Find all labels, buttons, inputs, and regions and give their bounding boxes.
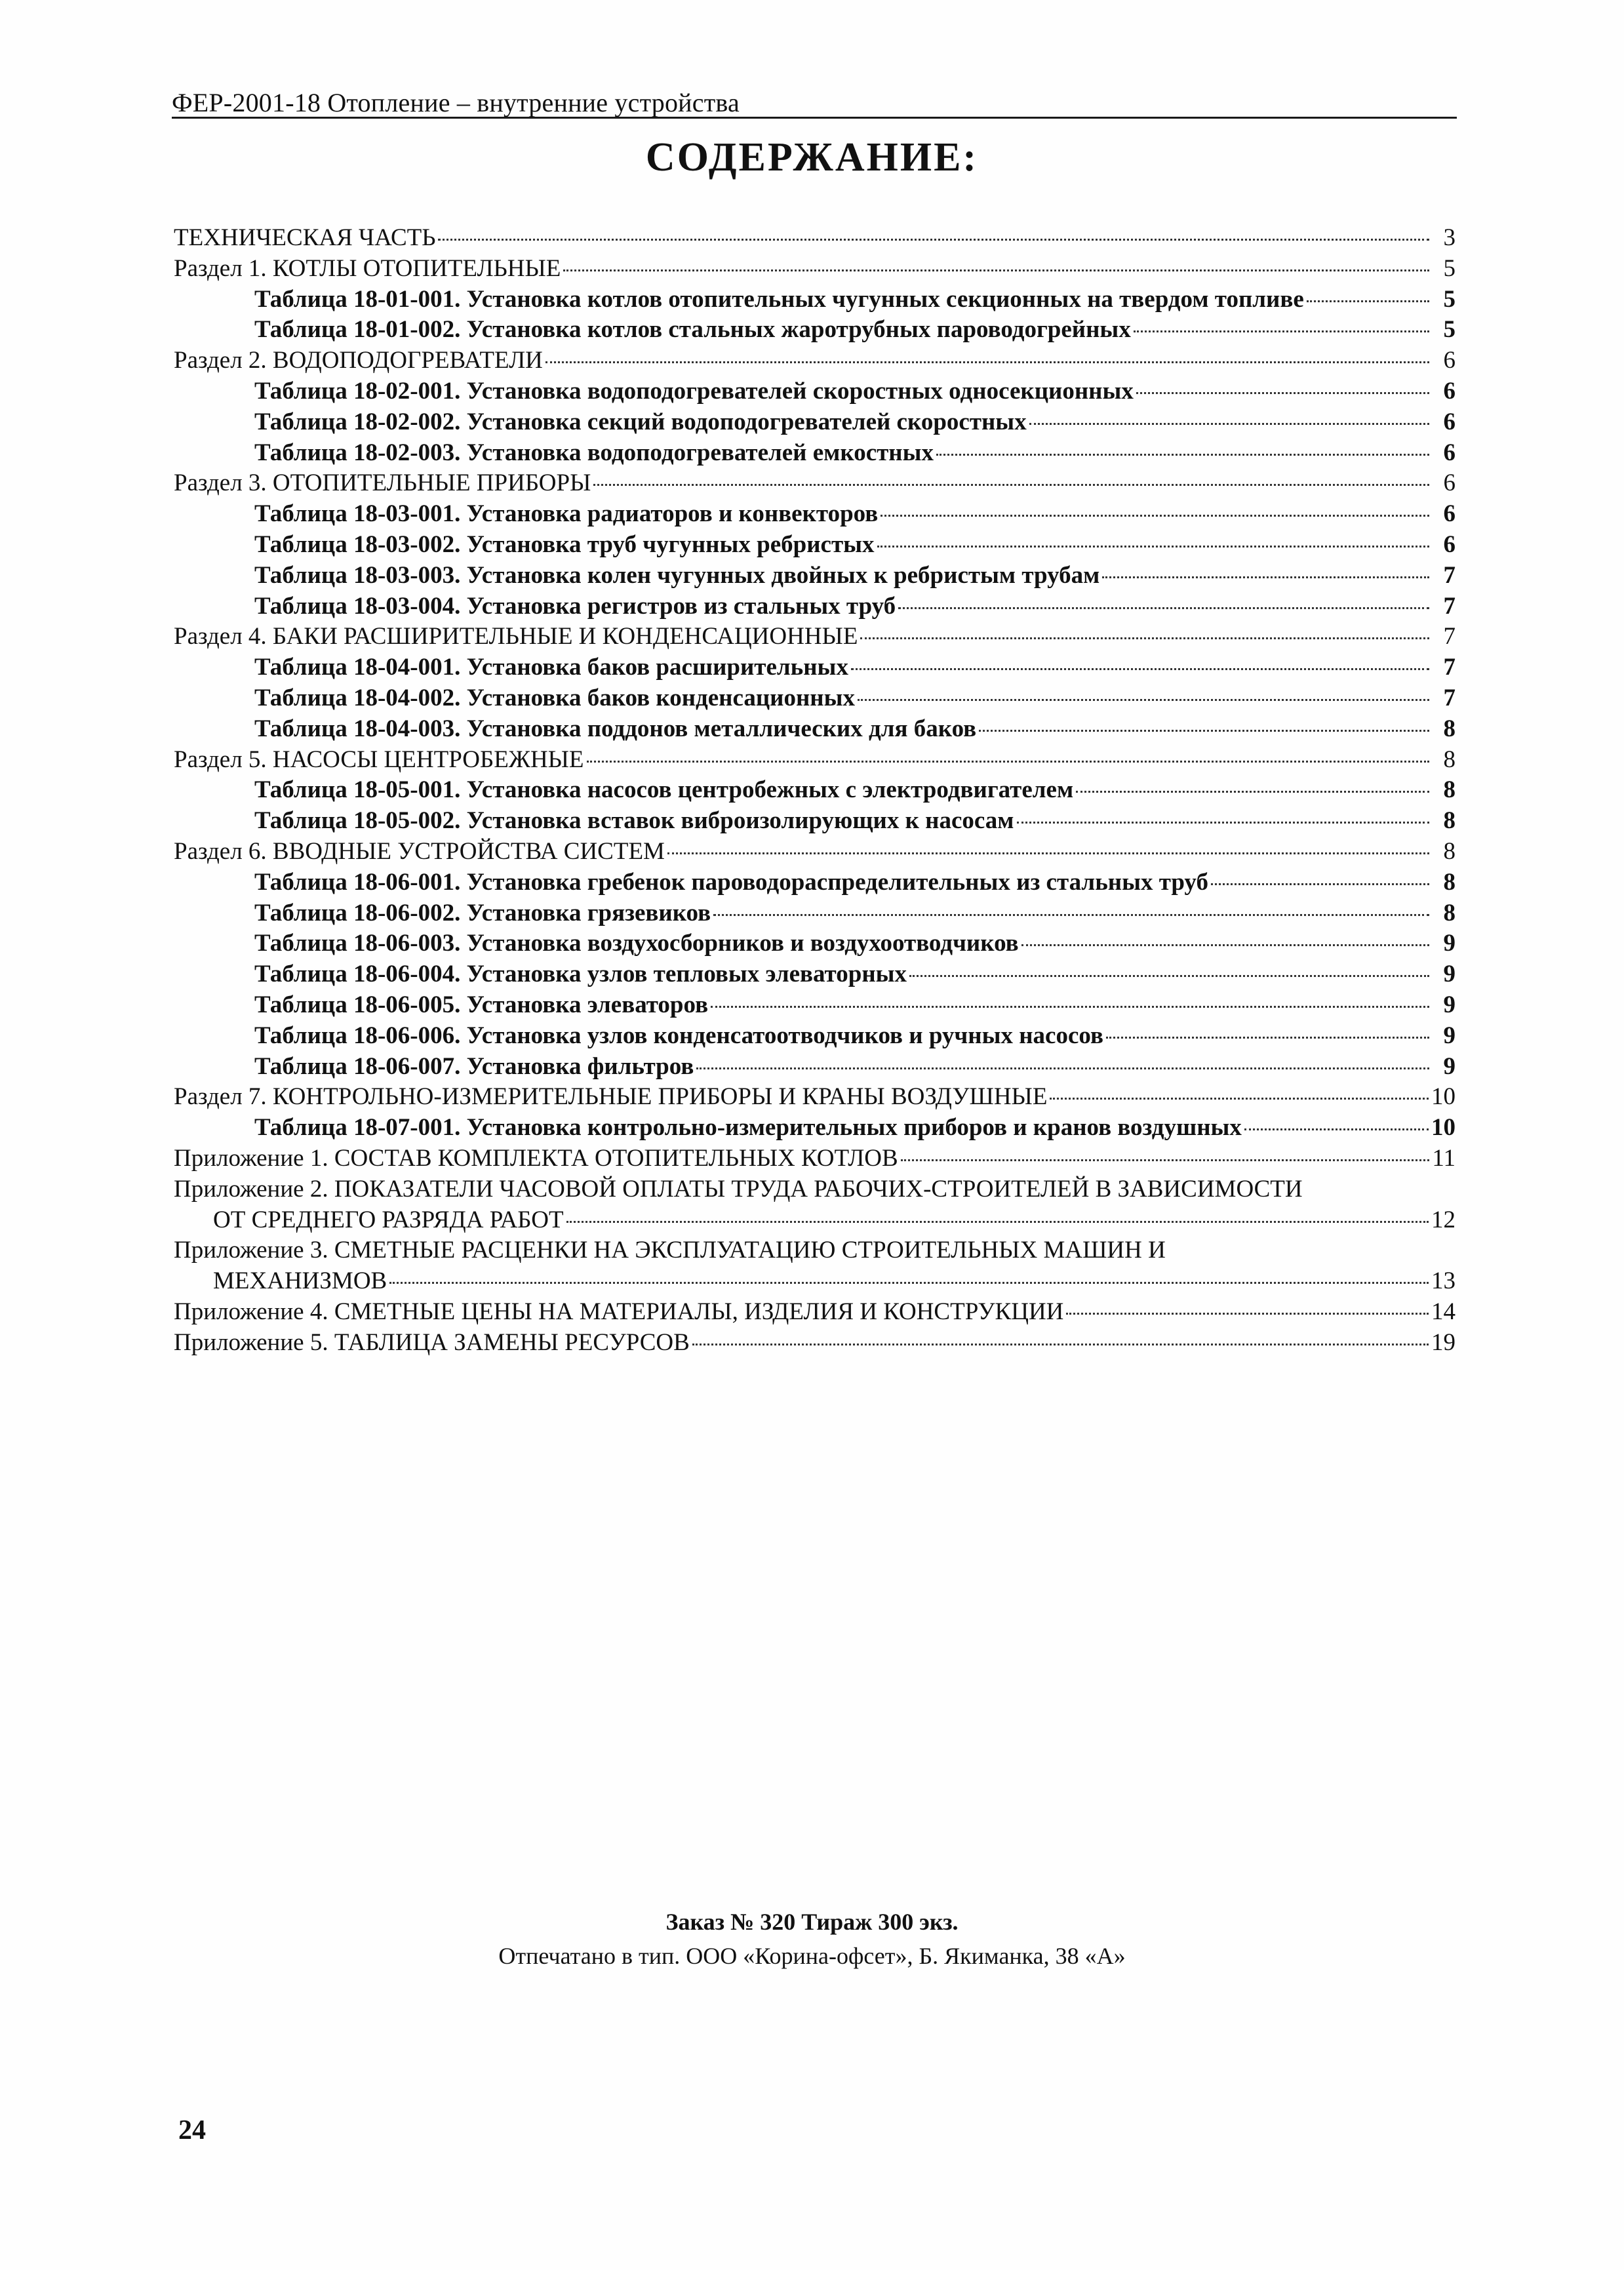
toc-label-continued: МЕХАНИЗМОВ	[213, 1267, 387, 1295]
toc-entry[interactable]	[174, 499, 1456, 530]
toc-label: Приложение 5. ТАБЛИЦА ЗАМЕНЫ РЕСУРСОВ	[174, 1328, 690, 1356]
dot-leader	[711, 1006, 1429, 1008]
toc-page: 8	[1443, 837, 1456, 865]
toc-label: Таблица 18-04-003. Установка поддонов металлических для баков	[254, 715, 977, 742]
toc-page: 9	[1443, 991, 1456, 1018]
dot-leader	[1136, 392, 1429, 394]
dot-leader	[979, 730, 1429, 732]
toc-page: 13	[1431, 1267, 1456, 1295]
toc-label: Таблица 18-03-001. Установка радиаторов и конвекторов	[254, 500, 879, 528]
toc-page: 9	[1443, 1022, 1456, 1049]
toc-page: 6	[1443, 439, 1456, 466]
toc-page: 5	[1443, 316, 1456, 344]
dot-leader	[389, 1282, 1429, 1284]
toc-page: 8	[1443, 868, 1456, 896]
table-of-contents	[174, 223, 1456, 1358]
dot-leader	[563, 269, 1429, 271]
toc-label: Таблица 18-02-001. Установка водоподогревателей скоростных односекционных	[254, 377, 1134, 405]
toc-page: 9	[1443, 1052, 1456, 1080]
toc-page: 8	[1443, 807, 1456, 835]
toc-label: Таблица 18-06-001. Установка гребенок пароводораспределительных из стальных труб	[254, 868, 1208, 896]
toc-entry[interactable]	[174, 315, 1456, 346]
toc-page: 7	[1443, 654, 1456, 681]
dot-leader	[1029, 423, 1429, 425]
toc-page: 19	[1431, 1328, 1456, 1356]
dot-leader	[692, 1344, 1429, 1345]
toc-entry[interactable]	[174, 990, 1456, 1021]
toc-entry[interactable]	[174, 928, 1456, 959]
dot-leader	[858, 699, 1429, 701]
toc-label: Раздел 6. ВВОДНЫЕ УСТРОЙСТВА СИСТЕМ	[174, 837, 665, 865]
toc-label: Таблица 18-05-001. Установка насосов центробежных с электродвигателем	[254, 776, 1074, 804]
toc-label: Таблица 18-07-001. Установка контрольно-измерительных приборов и кранов воздушных	[254, 1114, 1242, 1142]
toc-page: 6	[1443, 408, 1456, 435]
toc-label: Раздел 1. КОТЛЫ ОТОПИТЕЛЬНЫЕ	[174, 254, 561, 282]
toc-label: Приложение 4. СМЕТНЫЕ ЦЕНЫ НА МАТЕРИАЛЫ, ИЗДЕЛИЯ И КОНСТРУКЦИИ	[174, 1298, 1064, 1325]
toc-label: Таблица 18-04-002. Установка баков конденсационных	[254, 684, 856, 711]
dot-leader	[1211, 883, 1429, 885]
toc-entry[interactable]	[174, 561, 1456, 591]
toc-label: Таблица 18-05-002. Установка вставок виброизолирующих к насосам	[254, 807, 1014, 835]
toc-entry[interactable]	[174, 652, 1456, 683]
toc-page: 6	[1443, 530, 1456, 558]
toc-page: 8	[1443, 715, 1456, 742]
toc-label: Таблица 18-02-002. Установка секций водоподогревателей скоростных	[254, 408, 1027, 435]
dot-leader	[667, 852, 1429, 854]
toc-entry[interactable]	[174, 376, 1456, 407]
toc-page: 7	[1443, 684, 1456, 711]
toc-entry[interactable]	[174, 867, 1456, 898]
toc-page: 12	[1431, 1206, 1456, 1233]
toc-entry[interactable]	[174, 407, 1456, 438]
dot-leader	[1244, 1128, 1429, 1130]
toc-page: 8	[1443, 776, 1456, 804]
toc-page: 6	[1443, 377, 1456, 405]
toc-label: Приложение 3. СМЕТНЫЕ РАСЦЕНКИ НА ЭКСПЛУАТАЦИЮ СТРОИТЕЛЬНЫХ МАШИН И	[174, 1237, 1166, 1264]
toc-entry[interactable]	[174, 1328, 1456, 1359]
dot-leader	[1106, 1037, 1429, 1039]
toc-label: Таблица 18-06-004. Установка узлов тепловых элеваторных	[254, 961, 907, 988]
toc-page: 5	[1443, 254, 1456, 282]
toc-label: Таблица 18-06-007. Установка фильтров	[254, 1052, 694, 1080]
toc-entry[interactable]	[174, 1082, 1456, 1113]
toc-label: Таблица 18-06-002. Установка грязевиков	[254, 899, 711, 926]
dot-leader	[545, 361, 1429, 363]
toc-label: Таблица 18-02-003. Установка водоподогревателей емкостных	[254, 439, 934, 466]
toc-entry[interactable]	[174, 438, 1456, 469]
running-header	[172, 84, 1457, 119]
dot-leader	[936, 454, 1429, 456]
toc-page: 3	[1443, 224, 1456, 251]
toc-label: Таблица 18-01-001. Установка котлов отопительных чугунных секционных на твердом топливе	[254, 285, 1304, 313]
toc-entry[interactable]	[174, 959, 1456, 990]
toc-page: 10	[1431, 1083, 1456, 1111]
dot-leader	[898, 607, 1429, 609]
toc-label: Приложение 2. ПОКАЗАТЕЛИ ЧАСОВОЙ ОПЛАТЫ ТРУДА РАБОЧИХ-СТРОИТЕЛЕЙ В ЗАВИСИМОСТИ	[174, 1175, 1303, 1203]
toc-page: 6	[1443, 347, 1456, 374]
toc-page: 9	[1443, 930, 1456, 957]
toc-entry[interactable]	[174, 591, 1456, 622]
toc-page: 8	[1443, 899, 1456, 926]
dot-leader	[881, 515, 1429, 517]
dot-leader	[566, 1221, 1429, 1223]
dot-leader	[909, 975, 1429, 977]
toc-label: Таблица 18-04-001. Установка баков расширительных	[254, 654, 848, 681]
dot-leader	[593, 484, 1429, 486]
toc-entry[interactable]	[174, 775, 1456, 806]
toc-page: 11	[1432, 1144, 1456, 1172]
toc-entry[interactable]	[174, 1021, 1456, 1052]
toc-label: Таблица 18-03-002. Установка труб чугунных ребристых	[254, 530, 875, 558]
toc-page: 10	[1431, 1114, 1456, 1142]
dot-leader	[696, 1067, 1429, 1069]
header-text: ФЕР-2001-18 Отопление – внутренние устройства	[172, 88, 740, 117]
toc-entry[interactable]	[174, 1235, 1456, 1297]
toc-entry[interactable]	[174, 1144, 1456, 1174]
toc-page: 6	[1443, 469, 1456, 497]
dot-leader	[1102, 576, 1429, 578]
toc-label: ТЕХНИЧЕСКАЯ ЧАСТЬ	[174, 224, 436, 251]
toc-label: Таблица 18-06-006. Установка узлов конденсатоотводчиков и ручных насосов	[254, 1022, 1103, 1049]
imprint-order: Заказ № 320 Тираж 300 экз.	[665, 1909, 959, 1935]
toc-label: Раздел 7. КОНТРОЛЬНО-ИЗМЕРИТЕЛЬНЫЕ ПРИБОРЫ И КРАНЫ ВОЗДУШНЫЕ	[174, 1083, 1048, 1111]
toc-entry[interactable]	[174, 1052, 1456, 1083]
imprint	[0, 1905, 1624, 1973]
toc-label: Раздел 5. НАСОСЫ ЦЕНТРОБЕЖНЫЕ	[174, 746, 584, 773]
page-number: 24	[178, 2115, 206, 2145]
toc-entry[interactable]	[174, 1297, 1456, 1328]
dot-leader	[877, 546, 1429, 548]
toc-entry[interactable]	[174, 254, 1456, 285]
toc-entry[interactable]	[174, 898, 1456, 929]
toc-label: Таблица 18-06-005. Установка элеваторов	[254, 991, 709, 1018]
toc-entry[interactable]	[174, 346, 1456, 376]
toc-label: Раздел 2. ВОДОПОДОГРЕВАТЕЛИ	[174, 347, 543, 374]
toc-entry[interactable]	[174, 1174, 1456, 1236]
toc-label: Раздел 3. ОТОПИТЕЛЬНЫЕ ПРИБОРЫ	[174, 469, 591, 497]
toc-page: 7	[1443, 592, 1456, 620]
toc-entry[interactable]	[174, 837, 1456, 867]
toc-entry[interactable]	[174, 530, 1456, 561]
dot-leader	[1050, 1098, 1429, 1100]
toc-label: Таблица 18-01-002. Установка котлов стальных жаротрубных пароводогрейных	[254, 316, 1131, 344]
toc-label: Приложение 1. СОСТАВ КОМПЛЕКТА ОТОПИТЕЛЬНЫХ КОТЛОВ	[174, 1144, 898, 1172]
toc-label: Таблица 18-03-004. Установка регистров из стальных труб	[254, 592, 896, 620]
toc-entry[interactable]	[174, 285, 1456, 315]
dot-leader	[851, 668, 1429, 670]
toc-entry[interactable]	[174, 468, 1456, 499]
dot-leader	[713, 914, 1429, 916]
dot-leader	[587, 761, 1429, 763]
toc-page: 7	[1443, 561, 1456, 589]
toc-entry[interactable]	[174, 683, 1456, 714]
toc-entry[interactable]	[174, 714, 1456, 745]
dot-leader	[1066, 1313, 1429, 1315]
dot-leader	[1307, 300, 1429, 302]
toc-label-continued: ОТ СРЕДНЕГО РАЗРЯДА РАБОТ	[213, 1206, 564, 1233]
page-title: СОДЕРЖАНИЕ:	[645, 135, 979, 180]
toc-page: 6	[1443, 500, 1456, 528]
dot-leader	[1134, 330, 1429, 332]
toc-label: Таблица 18-03-003. Установка колен чугунных двойных к ребристым трубам	[254, 561, 1100, 589]
imprint-printer: Отпечатано в тип. ООО «Корина-офсет», Б. Якиманка, 38 «А»	[498, 1943, 1126, 1969]
toc-page: 5	[1443, 285, 1456, 313]
toc-page: 8	[1443, 746, 1456, 773]
dot-leader	[860, 637, 1429, 639]
toc-page: 14	[1431, 1298, 1456, 1325]
dot-leader	[1076, 791, 1429, 793]
dot-leader	[901, 1159, 1429, 1161]
toc-page: 7	[1443, 623, 1456, 650]
dot-leader	[1021, 944, 1429, 946]
toc-label: Таблица 18-06-003. Установка воздухосборников и воздухоотводчиков	[254, 930, 1019, 957]
toc-entry[interactable]	[174, 1113, 1456, 1144]
toc-entry[interactable]	[174, 806, 1456, 837]
toc-label: Раздел 4. БАКИ РАСШИРИТЕЛЬНЫЕ И КОНДЕНСАЦИОННЫЕ	[174, 623, 858, 650]
toc-entry[interactable]	[174, 622, 1456, 652]
dot-leader	[438, 239, 1429, 241]
dot-leader	[1017, 822, 1430, 824]
toc-entry[interactable]	[174, 223, 1456, 254]
toc-entry[interactable]	[174, 745, 1456, 776]
toc-page: 9	[1443, 961, 1456, 988]
